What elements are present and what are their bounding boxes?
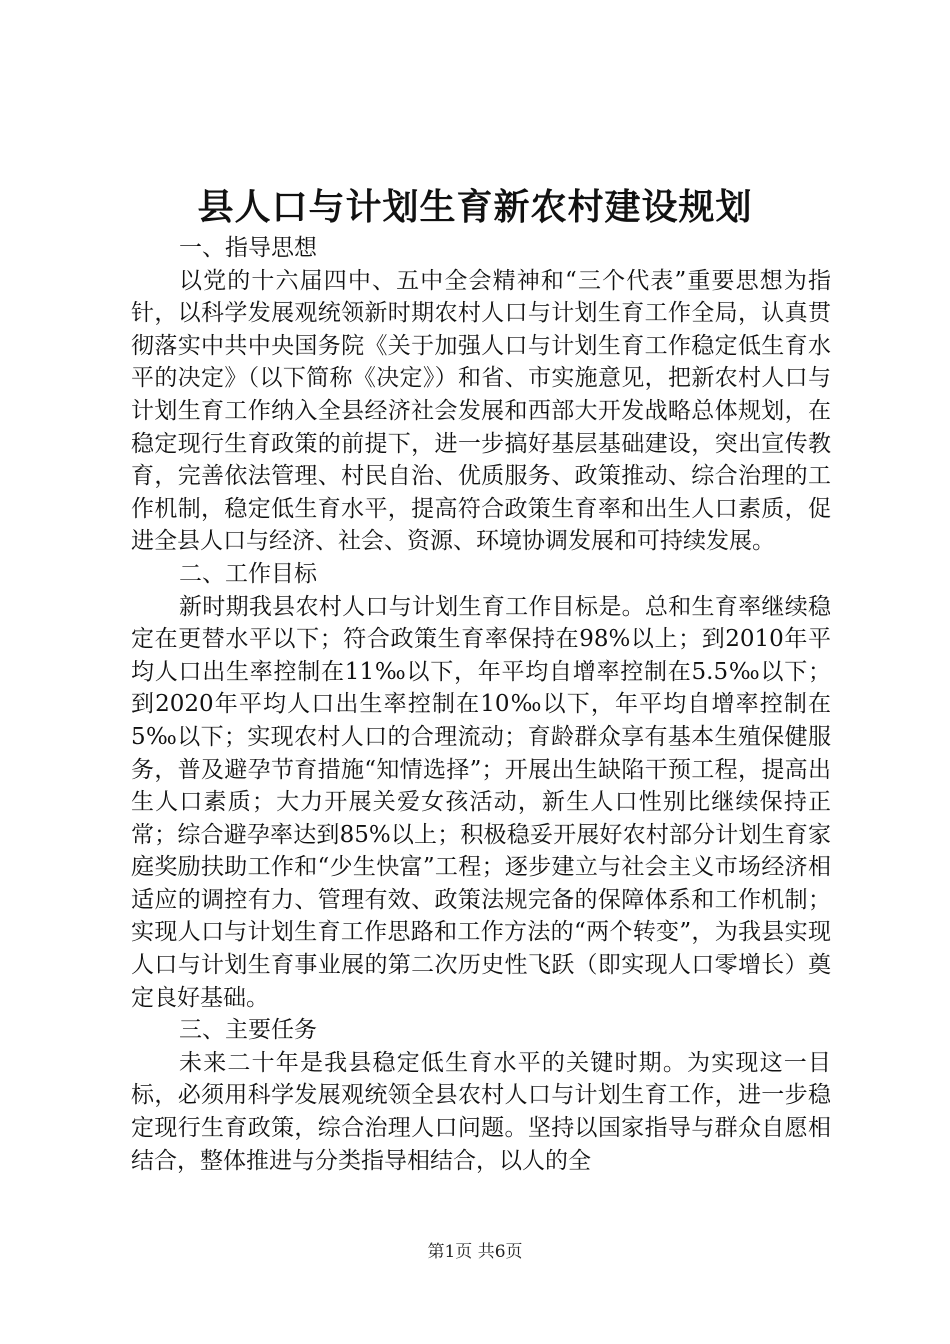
section-paragraph: 未来二十年是我县稳定低生育水平的关键时期。为实现这一目标，必须用科学发展观统领全县农村人口与计划生育工作，进一步稳定现行生育政策，综合治理人口问题。坚持以国家指导与群众自愿相结合，整体推进与分类指导相结合，以人的全 (131, 1049, 831, 1174)
section-heading: 一、指导思想 (179, 235, 317, 261)
document-body (131, 232, 831, 1177)
page-number-footer: 第1页 共6页 (427, 1242, 523, 1262)
section-heading: 二、工作目标 (179, 560, 317, 587)
section-paragraph: 新时期我县农村人口与计划生育工作目标是。总和生育率继续稳定在更替水平以下；符合政策生育率保持在98%以上；到2010年平均人口出生率控制在11‰以下，年平均自增率控制在5.5‰以下；到2020年平均人口出生率控制在10‰以下，年平均自增率控制在5‰以下；实现农村人口的合理流动；育龄群众享有基本生殖保健服务，普及避孕节育措施“知情选择”；开展出生缺陷干预工程，提高出生人口素质；大力开展关爱女孩活动，新生人口性别比继续保持正常；综合避孕率达到85%以上；积极稳妥开展好农村部分计划生育家庭奖励扶助工作和“少生快富”工程；逐步建立与社会主义市场经济相适应的调控有力、管理有效、政策法规完备的保障体系和工作机制；实现人口与计划生育工作思路和工作方法的“两个转变”，为我县实现人口与计划生育事业展的第二次历史性飞跃（即实现人口零增长）奠定良好基础。 (131, 593, 831, 1011)
section-work-goals (131, 558, 831, 1014)
section-main-tasks (131, 1014, 831, 1177)
section-guiding-ideology (131, 232, 831, 558)
document-title: 县人口与计划生育新农村建设规划 (197, 186, 753, 228)
section-heading: 三、主要任务 (179, 1017, 317, 1044)
section-paragraph: 以党的十六届四中、五中全会精神和“三个代表”重要思想为指针，以科学发展观统领新时期农村人口与计划生育工作全局，认真贯彻落实中共中央国务院《关于加强人口与计划生育工作稳定低生育水平的决定》（以下简称《决定》）和省、市实施意见，把新农村人口与计划生育工作纳入全县经济社会发展和西部大开发战略总体规划，在稳定现行生育政策的前提下，进一步搞好基层基础建设，突出宣传教育，完善依法管理、村民自治、优质服务、政策推动、综合治理的工作机制，稳定低生育水平，提高符合政策生育率和出生人口素质，促进全县人口与经济、社会、资源、环境协调发展和可持续发展。 (131, 267, 831, 555)
